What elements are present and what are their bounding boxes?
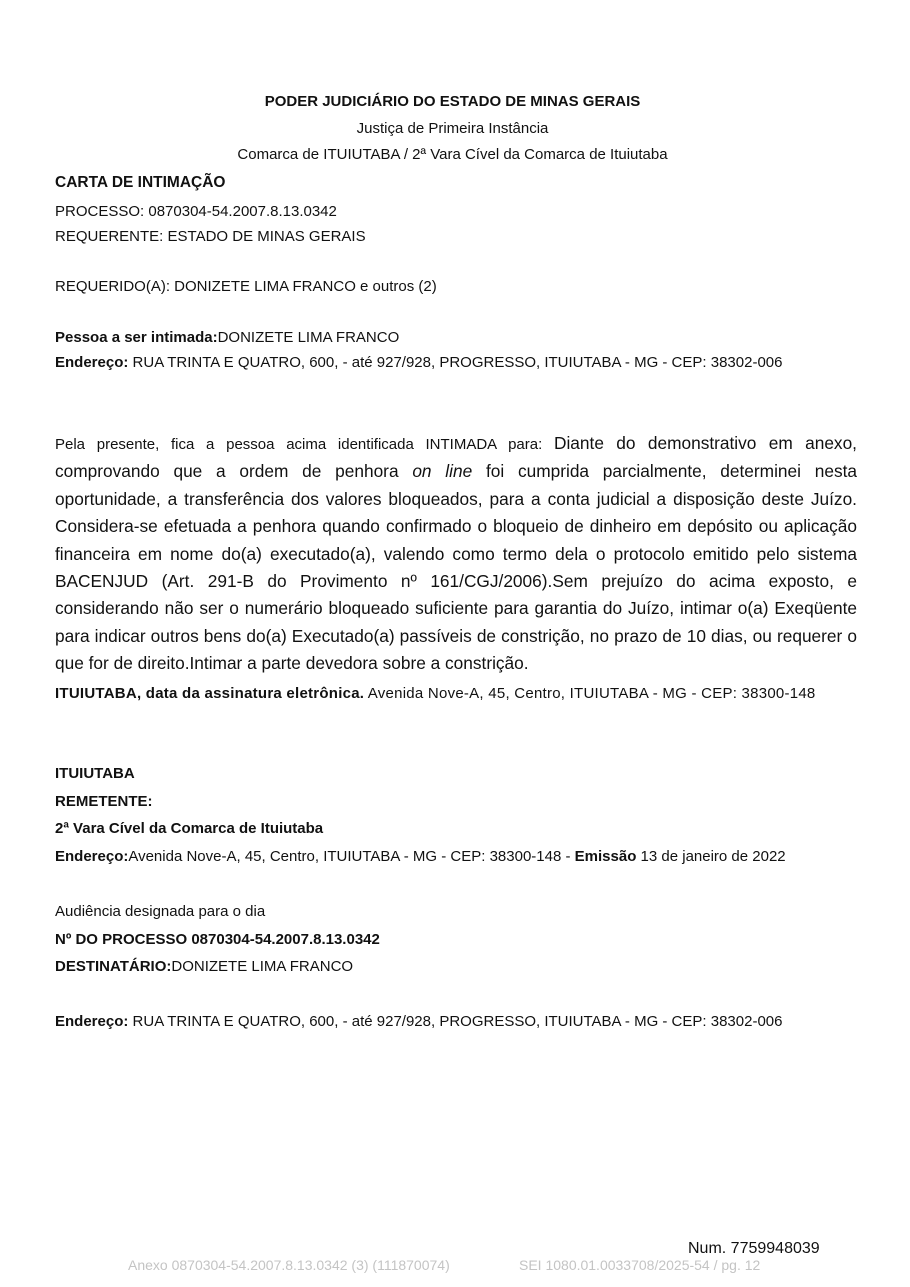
destinatario-line xyxy=(55,958,353,975)
pessoa-label: Pessoa a ser intimada: xyxy=(55,329,218,346)
endereco-intimado xyxy=(55,349,857,376)
pessoa-line xyxy=(55,329,399,346)
header-court: Comarca de ITUIUTABA / 2ª Vara Cível da Comarca de Ituiutaba xyxy=(237,146,668,163)
remetente-name: 2ª Vara Cível da Comarca de Ituiutaba xyxy=(55,820,324,837)
pessoa-value: DONIZETE LIMA FRANCO xyxy=(217,329,400,346)
destinatario-label: DESTINATÁRIO: xyxy=(55,958,172,975)
header-instance: Justiça de Primeira Instância xyxy=(356,120,549,137)
requerido-line: REQUERIDO(A): DONIZETE LIMA FRANCO e outros (2) xyxy=(55,278,437,295)
endereco-value: RUA TRINTA E QUATRO, 600, - até 927/928, PROGRESSO, ITUIUTABA - MG - CEP: 38302-006 xyxy=(128,354,783,371)
endereco-value: RUA TRINTA E QUATRO, 600, - até 927/928, PROGRESSO, ITUIUTABA - MG - CEP: 38302-006 xyxy=(128,1013,783,1030)
body-lead: Pela presente, fica a pessoa acima identificada INTIMADA para: xyxy=(55,436,554,453)
doc-type-title: CARTA DE INTIMAÇÃO xyxy=(55,174,226,191)
city-date-line xyxy=(55,680,857,707)
endereco-label: Endereço: xyxy=(55,354,129,371)
endereco-label: Endereço: xyxy=(55,848,129,865)
endereco-label: Endereço: xyxy=(55,1013,129,1030)
header-title: PODER JUDICIÁRIO DO ESTADO DE MINAS GERAIS xyxy=(264,93,641,110)
emissao-label: Emissão xyxy=(574,848,637,865)
document-number: Num. 7759948039 xyxy=(688,1240,820,1257)
emissao-value: 13 de janeiro de 2022 xyxy=(636,848,786,865)
endereco-remetente xyxy=(55,843,857,870)
city-name: ITUIUTABA xyxy=(55,765,135,782)
processo-line: PROCESSO: 0870304-54.2007.8.13.0342 xyxy=(55,203,337,220)
audiencia-line: Audiência designada para o dia xyxy=(55,903,266,920)
city-date-label: ITUIUTABA, data da assinatura eletrônica. xyxy=(55,685,365,702)
endereco-destinatario xyxy=(55,1008,857,1035)
endereco-value: Avenida Nove-A, 45, Centro, ITUIUTABA - MG - CEP: 38300-148 - xyxy=(128,848,575,865)
body-part2: foi cumprida parcialmente, determinei nesta oportunidade, a transferência dos valores bloqueados, para a conta judicial a disposição deste Juízo. Considera-se efetuada a penhora quando confirmado o bloqueio de dinheiro em depósito ou aplicação financeira em nome do(a) executado(a), valendo como termo dela o protocolo emitido pelo sistema BACENJUD (Art. 291-B do Provimento nº 161/CGJ/2006).Sem prejuízo do acima exposto, e considerando não ser o numerário bloqueado suficiente para garantia do Juízo, intimar o(a) Exeqüente para indicar outros bens do(a) Executado(a) passíveis de constrição, no prazo de 10 dias, ou requerer o que for de direito.Intimar a parte devedora sobre a constrição. xyxy=(55,461,857,674)
footer-sei: SEI 1080.01.0033708/2025-54 / pg. 12 xyxy=(519,1257,761,1273)
body-part1: Diante do demonstrativo em anexo, comprovando que a ordem de penhora xyxy=(55,433,857,482)
intimation-body xyxy=(55,430,857,678)
num-processo-line: Nº DO PROCESSO 0870304-54.2007.8.13.0342 xyxy=(55,931,380,948)
footer-annex: Anexo 0870304-54.2007.8.13.0342 (3) (111870074) xyxy=(128,1257,450,1273)
body-italic: on line xyxy=(412,461,473,482)
remetente-label: REMETENTE: xyxy=(55,793,153,810)
requerente-line: REQUERENTE: ESTADO DE MINAS GERAIS xyxy=(55,228,366,245)
destinatario-value: DONIZETE LIMA FRANCO xyxy=(171,958,354,975)
city-date-address: Avenida Nove-A, 45, Centro, ITUIUTABA - MG - CEP: 38300-148 xyxy=(364,685,816,702)
